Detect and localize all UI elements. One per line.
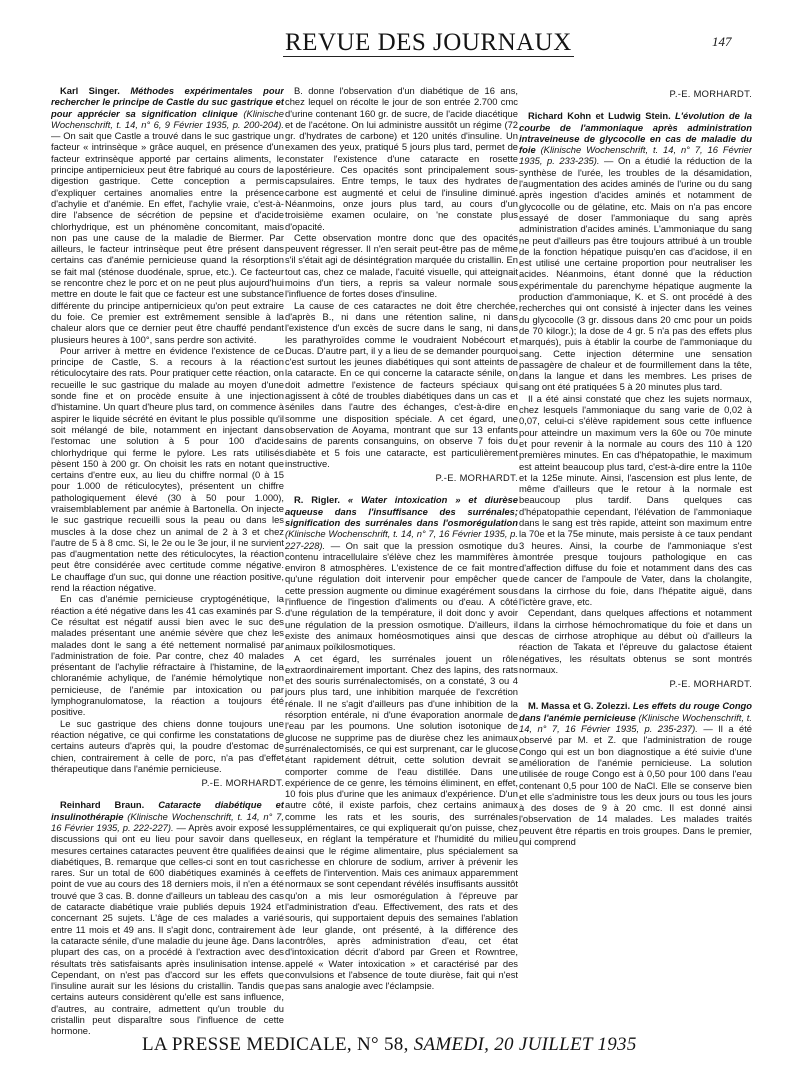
page-number: 147 xyxy=(712,34,732,49)
article-signature: P.-E. MORHARDT. xyxy=(201,777,284,789)
column-2 xyxy=(285,85,518,1060)
article-massa-zolezzi xyxy=(519,700,752,847)
article-reference: (Klinische Wochenschrift, t. 14, n° 7, 16 Février 1935, p. 235-237). xyxy=(519,711,752,735)
article-rigler xyxy=(285,494,518,991)
article-title: Les effets du rouge Congo dans l'anémie pernicieuse xyxy=(519,700,752,723)
footer-journal: LA PRESSE MEDICALE, xyxy=(142,1034,352,1055)
article-paragraph: La cause de ces cataractes ne doit être cherchée, d'après B., ni dans une rétention saline, ni dans l'existence d'un excès de sucre dans le sang, ni dans les parathyroïdes comme le voudraient Nobécourt et Ducas. D'autre part, il y a lieu de se demander pourquoi c'est surtout les jeunes diabétiques qui sont atteints de la cataracte. En ce qui concerne la cataracte sénile, on doit admettre l'existence de facteurs spéciaux qui agissent à côté de troubles diabétiques dans un cas et séniles dans l'autre des échanges, c'est-à-dire en somme une disposition spéciale. A cet égard, une observation de Aoyama, montrant que sur 13 enfants sains de parents consanguins, on observe 7 fois du diabète et 5 fois une cataracte, est particulièrement instructive. xyxy=(285,299,518,469)
article-reference: (Klinische Wochenschrift, t. 14, n° 6, 9 Février 1935, p. 200-204). xyxy=(51,107,284,130)
article-author: Karl Singer. xyxy=(60,85,120,96)
article-paragraph: — On sait que Castle a trouvé dans le suc gastrique un facteur « intrinsèque » grâce auquel, en présence d'un facteur extrinsèque apporté par certains aliments, le principe antipernicieux peut être fabriqué au cours de la digestion gastrique. Cette conception a permis d'expliquer certaines anomalies entre la présence d'achylie et d'anémie. En effet, l'achylie vraie, c'est-à-dire l'absence de sécrétion de pepsine et d'acide chlorhydrique, est un phénomène concomitant, mais non pas une cause de la maladie de Biermer. Par ailleurs, le facteur intrinsèque peut être présent dans certains cas d'anémie pernicieuse quand la résorption se fait mal (sténose duodénale, sprue, etc.). Ce facteur se rencontre chez le porc et on ne peut plus aujourd'hui mettre en doute le fait que ce facteur est une substance différente du principe antipernicieux qu'on peut extraire du foie. Ce premier est extrêmement sensible à la chaleur alors que ce dernier peut être chauffé pendant plusieurs heures à 100°, sans perdre son activité. xyxy=(51,130,284,345)
article-paragraph: — Après avoir exposé les discussions qui ont eu lieu pour savoir dans quelles mesures certaines cataractes peuvent être qualifiées de diabétiques, B. remarque que celles-ci sont en tout cas rares. Sur un total de 600 diabétiques examinés à ce point de vue au cours des 18 derniers mois, il n'en a été trouvé que 3 cas. B. donne d'ailleurs un tableau des cas de cataracte diabétique vraie publiés depuis 1924 et concernant 25 sujets. L'âge de ces malades a varié entre 11 mois et 49 ans. Il s'agit donc, contrairement à la cataracte sénile, d'une maladie du jeune âge. Dans la plupart des cas, on a procédé à l'extraction avec des résultats très satisfaisants après insulinisation intense. Cependant, on n'est pas d'accord sur les effets que l'insuline aurait sur les lésions du cristallin. Tandis que certains auteurs considèrent qu'elle est sans influence, d'autres, au contraire, admettent qu'un trouble du cristallin peut disparaître sous l'influence de cette hormone. xyxy=(51,822,284,1037)
article-author: R. Rigler. xyxy=(294,494,340,506)
column-3 xyxy=(519,85,752,1060)
article-paragraph: — On sait que la pression osmotique du contenu intracellulaire s'élève chez les mammifères à environ 8 atmosphères. L'existence de ce fait montre qu'une régulation doit intervenir pour empêcher que cette pression augmente ou diminue exagérément sous l'influence de l'ingestion d'aliments ou d'eau. A côté d'une régulation de la température, il doit donc y avoir une régulation de la pression osmotique. D'ailleurs, il existe des animaux homéosmotiques ainsi que des animaux poïkilosmotiques. xyxy=(285,539,518,653)
page-title: REVUE DES JOURNAUX xyxy=(285,29,572,56)
article-paragraph: A cet égard, les surrénales jouent un rôle extraordinairement important. Chez des lapins, des rats et des souris surrénalectomisés, on a constaté, 3 ou 4 jours plus tard, une inhibition marquée de l'excrétion rénale. Il ne s'agit d'ailleurs pas d'une inhibition de la résorption entérale, ni d'une évaporation anormale de l'eau par les poumons. Une solution isotonique de glucose ne supprime pas de diurèse chez les animaux surrénalectomisés, ce qui est surprenant, car le glucose étant rapidement détruit, cette solution devrait se comporter comme de l'eau distillée. Dans une expérience de ce genre, les témoins éliminent, en effet, 10 fois plus d'urine que les animaux d'expérience. D'un autre côté, il existe parfois, chez certains animaux comme les rats et les souris, des surrénales supplémentaires, ce qui expliquerait qu'on puisse, chez eux, en réglant la température et l'humidité du milieu ainsi que le régime alimentaire, plus spécialement sa richesse en chlorure de sodium, arriver à prévenir les effets de l'intervention. Mais ces animaux apparemment normaux se sont cependant révélés insuffisants aussitôt qu'on a mis leur osmorégulation à l'épreuve par l'administration d'eau. Effectivement, des rats et des souris, qui supportaient depuis des semaines l'ablation de leur glande, ont présenté, à la différence des contrôles, après administration d'eau, cet état d'intoxication décrit d'abord par Green et Rowntree, appelé « Water intoxication » et caractérisé par des convulsions et l'absence de toute diurèse, fait qui n'est pas sans analogie avec l'éclampsie. xyxy=(285,652,518,992)
article-title: Cataracte diabétique et insulinothérapie xyxy=(51,799,284,822)
article-reference: (Klinische Wochenschrift, t. 14, n° 7, 16 Février 1935, p. 227-228). xyxy=(285,528,518,551)
footer-issue: N° 58, xyxy=(357,1034,409,1055)
article-title: Méthodes expérimentales pour rechercher le principe de Castle du suc gastrique et pour apprécier sa signification clinique xyxy=(51,85,284,119)
footer-date: SAMEDI, 20 JUILLET 1935 xyxy=(413,1034,637,1055)
article-author: Richard Kohn et Ludwig Stein. xyxy=(528,110,671,122)
article-author: M. Massa et G. Zolezzi. xyxy=(528,700,631,712)
article-title: « Water intoxication » et diurèse aqueuse dans l'insuffisance des surrénales; signification des surrénales dans l'osmorégulation xyxy=(285,494,518,528)
article-singer xyxy=(51,85,284,788)
article-paragraph: En cas d'anémie pernicieuse cryptogénétique, la réaction a été négative dans les 41 cas examinés par S. Ce résultat est négatif aussi bien avec le suc des malades présentant une anémie sévère que chez les malades dont le sang a été nettement normalisé par l'administration de foie. Par contre, chez 40 malades présentant de l'achylie réfractaire à l'histamine, de la chloranémie achylique, de l'anémie hémolytique non pernicieuse, de l'anémie par intoxication ou par lymphogranulomatose, la réaction a toujours été positive. xyxy=(51,593,284,718)
article-paragraph: Il a été ainsi constaté que chez les sujets normaux, chez lesquels l'ammoniaque du sang varie de 0,02 à 0,07, celui-ci s'élève rapidement sous cette influence pour atteindre un maximum vers la 60e ou 70e minute et pour revenir à la normale au cours des 110 à 120 premières minutes. En cas d'hépatopathie, le maximum est atteint beaucoup plus tard, c'est-à-dire entre la 110e et la 125e minute. Ainsi, l'ascension est plus lente, de même d'ailleurs que le retour à la normale est beaucoup plus tardif. Dans quelques cas d'hépatopathie cependant, l'élévation de l'ammoniaque dans le sang est très rapide, atteint son maximum entre la 70e et la 75e minute, mais persiste à ce taux pendant 3 heures. Ainsi, la courbe de l'ammoniaque s'est montrée presque toujours pathologique en cas d'affection diffuse du foie et notamment dans des cas de cancer de l'ampoule de Vater, dans la cholangite, dans la cirrhose du foie, dans l'hépatite aiguë, dans l'ictère grave, etc. xyxy=(519,392,752,608)
article-heading xyxy=(519,110,752,392)
article-reference: (Klinische Wochenschrift, t. 14, n° 7, 16 Février 1935, p. 222-227). xyxy=(51,810,284,833)
article-author: Reinhard Braun. xyxy=(60,799,145,811)
article-heading xyxy=(51,85,284,345)
article-heading xyxy=(519,700,752,847)
article-braun-continued xyxy=(285,85,518,483)
article-paragraph: Pour arriver à mettre en évidence l'existence de ce principe de Castle, S. a recours à la réaction réticulocytaire des rats. Pour pratiquer cette réaction, on recueille le suc gastrique du malade au moyen d'une sonde fine et on procède ensuite à une injection d'histamine. Un quart d'heure plus tard, on commence à aspirer le liquide sécrété en évitant le plus possible qu'il soit mélangé de bile, notamment en injectant dans l'estomac une solution à 5 pour 100 d'acide chlorhydrique qui ferme le pylore. Les rats utilisés pèsent 150 à 200 gr. On choisit les rats en notant que certains d'entre eux, au lieu du chiffre normal (0 à 15 pour 1.000 de réticulocytes), présentent un chiffre pathologiquement élevé (30 à 50 pour 1.000), vraisemblablement par anémie à Bartonella. On injecte le suc gastrique recueilli sous la peau ou dans les muscles à la dose chez un animal de 2 à 3 et chez l'autre de 5 à 8 cmc. Si, le 2e ou le 3e jour, il ne survient pas d'augmentation nette des réticulocytes, la réaction peut être considérée avec certitude comme négative. Le chauffage d'un suc, qui donne une réaction positive, rend la réaction négative. xyxy=(51,344,284,594)
article-signature: P.-E. MORHARDT. xyxy=(669,678,752,690)
column-1 xyxy=(51,85,284,1060)
article-heading xyxy=(51,799,284,1036)
article-paragraph: Cette observation montre donc que des opacités peuvent régresser. Il n'en serait peut-être pas de même s'il s'était agi de désintégration marquée du cristallin. En tout cas, chez ce malade, l'acuité visuelle, qui atteignait moins d'un tiers, a repris sa valeur normale sous l'influence de fortes doses d'insuline. xyxy=(285,231,518,300)
page-footer xyxy=(142,1034,637,1056)
article-paragraph: B. donne l'observation d'un diabétique de 16 ans, chez lequel on récolte le jour de son entrée 2.700 cmc d'urine contenant 160 gr. de sucre, de l'acide diacétique et de l'acétone. On lui administre aussitôt un régime (72 gr. d'hydrates de carbone) et 120 unités d'insuline. Un examen des yeux, pratiqué 5 jours plus tard, permet de constater l'existence d'une cataracte en rosette postérieure. Ces opacités sont principalement sous-capsulaires. Entre temps, le taux des hydrates de carbone est augmenté et celui de l'insuline diminué. Néanmoins, onze jours plus tard, au cours d'un troisième examen oculaire, on 'ne constate plus d'opacité. xyxy=(285,85,518,232)
article-paragraph: Cependant, dans quelques affections et notamment dans la cirrhose hémochromatique du foie et dans un cas de cirrhose atrophique au début où d'ailleurs la réaction de Takata et l'épreuve du galactose étaient négatives, les résultats obtenus se sont montrés normaux. xyxy=(519,607,752,675)
article-paragraph: — Il a été observé par M. et Z. que l'administration de rouge Congo qui est un bon diagnostique a été suivie d'une amélioration de l'anémie pernicieuse. La solution utilisée de rouge Congo est à 0,50 pour 100 dans l'eau contenant 0,5 pour 100 de NaCl. Elle se conserve bien et elle s'administre tous les deux jours ou tous les jours à des doses de 9 à 20 cmc. Il est donné ainsi l'observation de 14 malades. Les malades traités peuvent être répartis en trois groupes. Dans le premier, qui comprend xyxy=(519,723,752,847)
article-title: L'évolution de la courbe de l'ammoniaque après administration intraveineuse de glycocolle en cas de maladie du foie xyxy=(519,110,752,156)
article-paragraph: — On a étudié la réduction de la synthèse de l'urée, les troubles de la désamidation, l'augmentation des acides aminés de l'urine ou du sang après ingestion d'acides aminés et notamment de glycocolle ou de gélatine, etc. Mais on n'a pas encore essayé de doser l'ammoniaque du sang après administration d'acides aminés. L'ammoniaque du sang ne peut d'ailleurs pas être toujours attribué à un trouble de la fonction hépatique puisqu'en cas d'acidose, il en est utilisé une certaine proportion pour neutraliser les acides. Néanmoins, étant donné que la réduction expérimentale du parenchyme hépatique augmente la production d'ammoniaque, K. et S. ont procédé à des recherches qui ont consisté à injecter dans les veines du glycocolle (3 gr. dissous dans 20 cmc pour un poids de 70 kilogr.); la dose de 4 gr. 5 n'a pas des effets plus marqués), puis à établir la courbe de l'ammoniaque du sang. Cette injection détermine une sensation passagère de chaleur et de fourmillement dans la tête, dans la langue et dans les membres. Les prises de sang ont été pratiquées 5 à 20 minutes plus tard. xyxy=(519,155,752,393)
article-signature: P.-E. MORHARDT. xyxy=(435,472,518,484)
article-kohn-stein xyxy=(519,110,752,689)
article-braun xyxy=(51,799,284,1036)
article-paragraph: Le suc gastrique des chiens donne toujours une réaction négative, ce qui confirme les constatations de certains auteurs d'après qui, la poudre d'estomac de chien, contrairement à celle de porc, n'a pas d'effet thérapeutique dans l'anémie pernicieuse. xyxy=(51,717,284,774)
article-heading xyxy=(285,494,518,652)
article-signature: P.-E. MORHARDT. xyxy=(669,88,752,99)
article-rigler-continued xyxy=(519,88,752,99)
article-reference: (Klinische Wochenschrift, t. 14, n° 7, 16 Février 1935, p. 233-235). xyxy=(519,144,752,167)
